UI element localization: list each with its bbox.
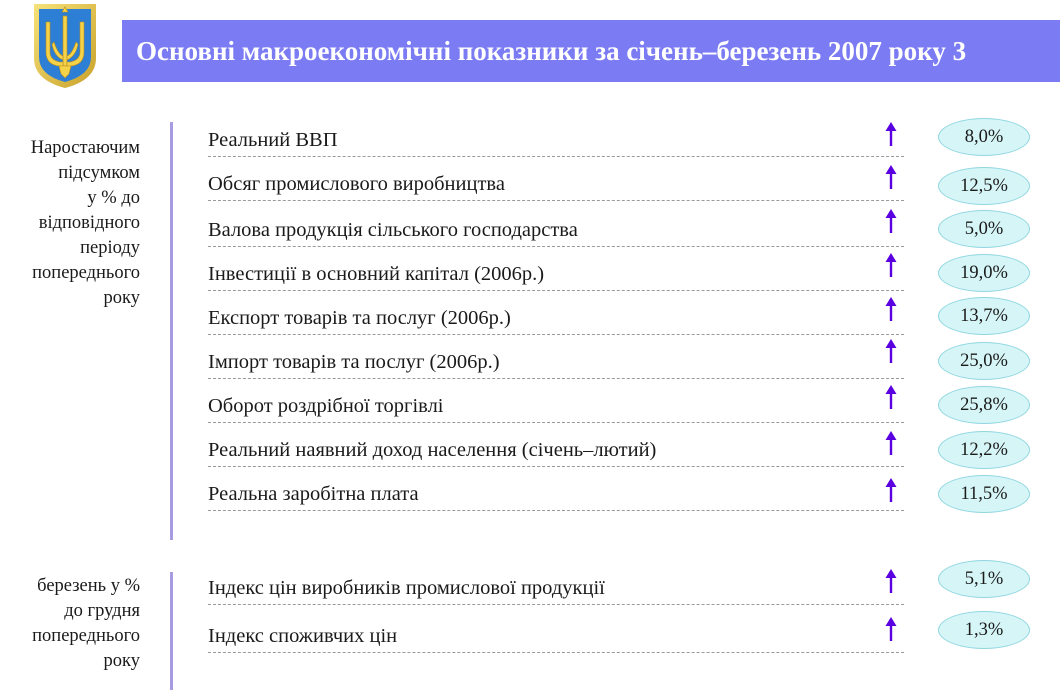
indicator-label: Оборот роздрібної торгівлі [208, 395, 444, 417]
indicator-row [208, 160, 904, 201]
indicator-row [208, 562, 904, 605]
up-arrow-icon [884, 616, 898, 642]
indicator-row [208, 250, 904, 291]
indicator-row [208, 118, 904, 157]
indicator-row [208, 426, 904, 467]
header-bar [122, 20, 1060, 82]
up-arrow-icon [884, 384, 898, 410]
section1-label-line: у % до [87, 188, 140, 208]
up-arrow-icon [884, 296, 898, 322]
indicator-label: Обсяг промислового виробництва [208, 173, 505, 195]
section2-label-line: попереднього [32, 626, 140, 646]
indicator-row [208, 294, 904, 335]
section1-label [8, 136, 140, 311]
indicator-row [208, 204, 904, 247]
section2-label-line: року [103, 651, 140, 671]
indicator-label: Реальна заробітна плата [208, 483, 419, 505]
indicator-label: Інвестиції в основний капітал (2006р.) [208, 263, 545, 285]
section1-label-line: року [103, 288, 140, 308]
section2-label-line: до грудня [64, 601, 140, 621]
indicator-label: Реальний наявний доход населення (січень–лютий) [208, 439, 657, 461]
value-badge: 25,0% [938, 342, 1030, 380]
up-arrow-icon [884, 208, 898, 234]
value-badge: 13,7% [938, 297, 1030, 335]
value-badge: 5,0% [938, 210, 1030, 248]
up-arrow-icon [884, 252, 898, 278]
section1-label-line: підсумком [58, 163, 140, 183]
section1-divider [170, 122, 173, 540]
indicator-row [208, 338, 904, 379]
section1-label-line: Наростаючим [30, 138, 140, 158]
up-arrow-icon [884, 430, 898, 456]
indicator-label: Валова продукція сільського господарства [208, 219, 578, 241]
section1-label-line: відповідного [38, 213, 140, 233]
section2-divider [170, 572, 173, 690]
up-arrow-icon [884, 338, 898, 364]
indicator-row [208, 610, 904, 653]
indicator-label: Експорт товарів та послуг (2006р.) [208, 307, 511, 329]
value-badge: 25,8% [938, 386, 1030, 424]
up-arrow-icon [884, 121, 898, 147]
section1-label-line: попереднього [32, 263, 140, 283]
section2-label-line: березень у % [37, 576, 140, 596]
up-arrow-icon [884, 164, 898, 190]
value-badge: 11,5% [938, 475, 1030, 513]
indicator-row [208, 470, 904, 511]
value-badge: 5,1% [938, 560, 1030, 598]
indicator-label: Індекс споживчих цін [208, 625, 398, 647]
indicator-label: Реальний ВВП [208, 129, 338, 151]
value-badge: 19,0% [938, 254, 1030, 292]
page-title: Основні макроекономічні показники за січень–березень 2007 року 3 [136, 35, 967, 66]
value-badge: 1,3% [938, 611, 1030, 649]
value-badge: 12,2% [938, 431, 1030, 469]
indicator-label: Імпорт товарів та послуг (2006р.) [208, 351, 500, 373]
value-badge: 8,0% [938, 118, 1030, 156]
section2-label [8, 574, 140, 674]
up-arrow-icon [884, 568, 898, 594]
indicator-row [208, 382, 904, 423]
up-arrow-icon [884, 477, 898, 503]
tryzub-coat-of-arms-icon [32, 2, 98, 90]
value-badge: 12,5% [938, 167, 1030, 205]
section1-label-line: періоду [80, 238, 140, 258]
indicator-label: Індекс цін виробників промислової продукції [208, 577, 605, 599]
